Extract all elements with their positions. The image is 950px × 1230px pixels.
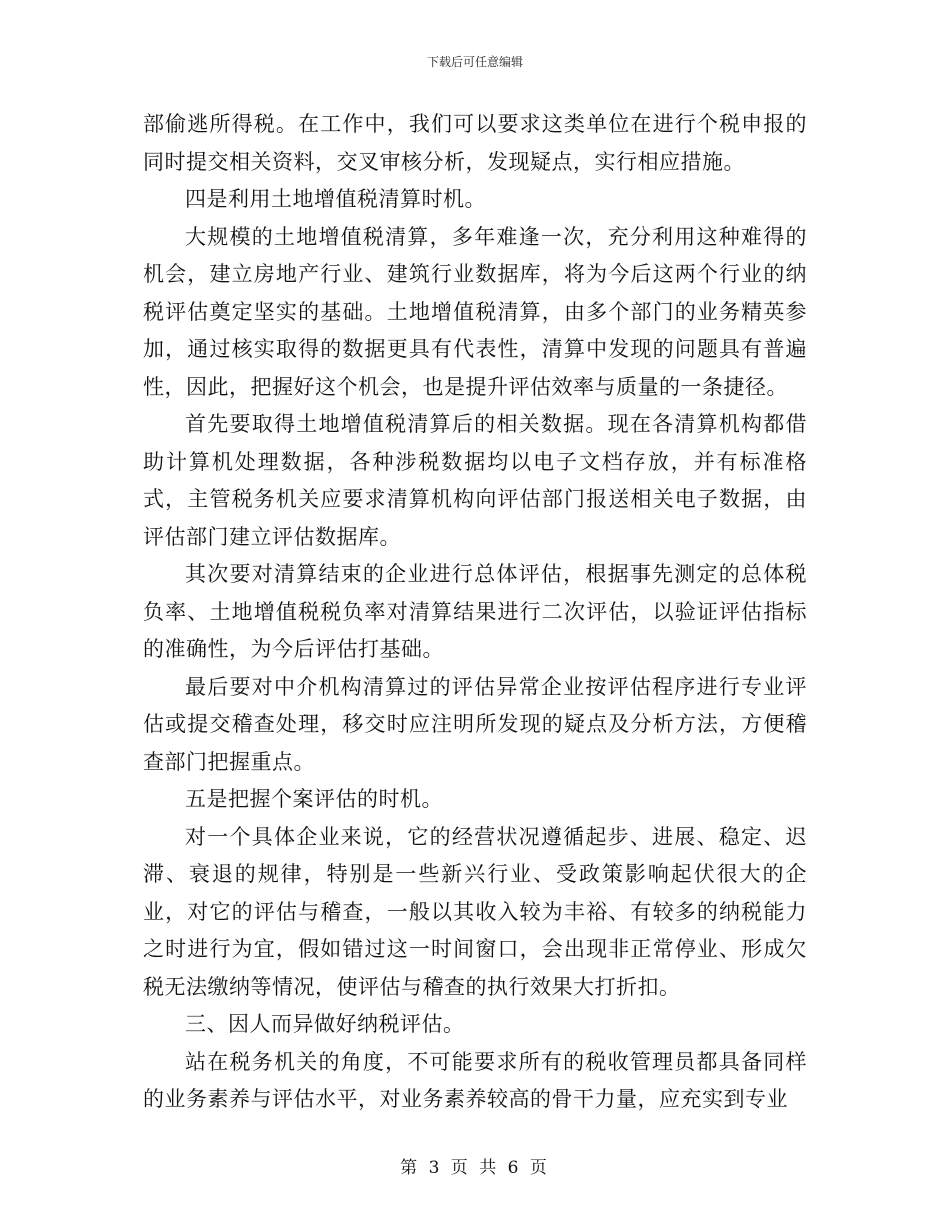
paragraph: 站在税务机关的角度，不可能要求所有的税收管理员都具备同样的业务素养与评估水平，对业务素养较高的骨干力量，应充实到专业 xyxy=(143,1049,807,1111)
paragraph: 其次要对清算结束的企业进行总体评估，根据事先测定的总体税负率、土地增值税税负率对清算结果进行二次评估，以验证评估指标的准确性，为今后评估打基础。 xyxy=(143,562,807,661)
paragraph: 最后要对中介机构清算过的评估异常企业按评估程序进行专业评估或提交稽查处理，移交时应注明所发现的疑点及分析方法，方便稽查部门把握重点。 xyxy=(143,674,807,774)
paragraph: 五是把握个案评估的时机。 xyxy=(185,787,443,811)
document-body xyxy=(143,106,807,1119)
paragraph: 部偷逃所得税。在工作中，我们可以要求这类单位在进行个税申报的同时提交相关资料，交叉审核分析，发现疑点，实行相应措施。 xyxy=(143,112,807,174)
paragraph: 首先要取得土地增值税清算后的相关数据。现在各清算机构都借助计算机处理数据，各种涉税数据均以电子文档存放，并有标准格式，主管税务机关应要求清算机构向评估部门报送相关电子数据，由评估部门建立评估数据库。 xyxy=(143,412,807,549)
paragraph: 大规模的土地增值税清算，多年难逢一次，充分利用这种难得的机会，建立房地产行业、建筑行业数据库，将为今后这两个行业的纳税评估奠定坚实的基础。土地增值税清算，由多个部门的业务精英参加，通过核实取得的数据更具有代表性，清算中发现的问题具有普遍性，因此，把握好这个机会，也是提升评估效率与质量的一条捷径。 xyxy=(143,224,807,399)
paragraph: 对一个具体企业来说，它的经营状况遵循起步、进展、稳定、迟滞、衰退的规律，特别是一些新兴行业、受政策影响起伏很大的企业，对它的评估与稽查，一般以其收入较为丰裕、有较多的纳税能力之时进行为宜，假如错过这一时间窗口，会出现非正常停业、形成欠税无法缴纳等情况，使评估与稽查的执行效果大打折扣。 xyxy=(143,824,807,999)
header-note: 下载后可任意编辑 xyxy=(426,55,523,69)
paragraph: 四是利用土地增值税清算时机。 xyxy=(185,187,486,211)
page-number: 第 3 页 共 6 页 xyxy=(400,1158,550,1178)
paragraph: 三、因人而异做好纳税评估。 xyxy=(185,1012,465,1036)
